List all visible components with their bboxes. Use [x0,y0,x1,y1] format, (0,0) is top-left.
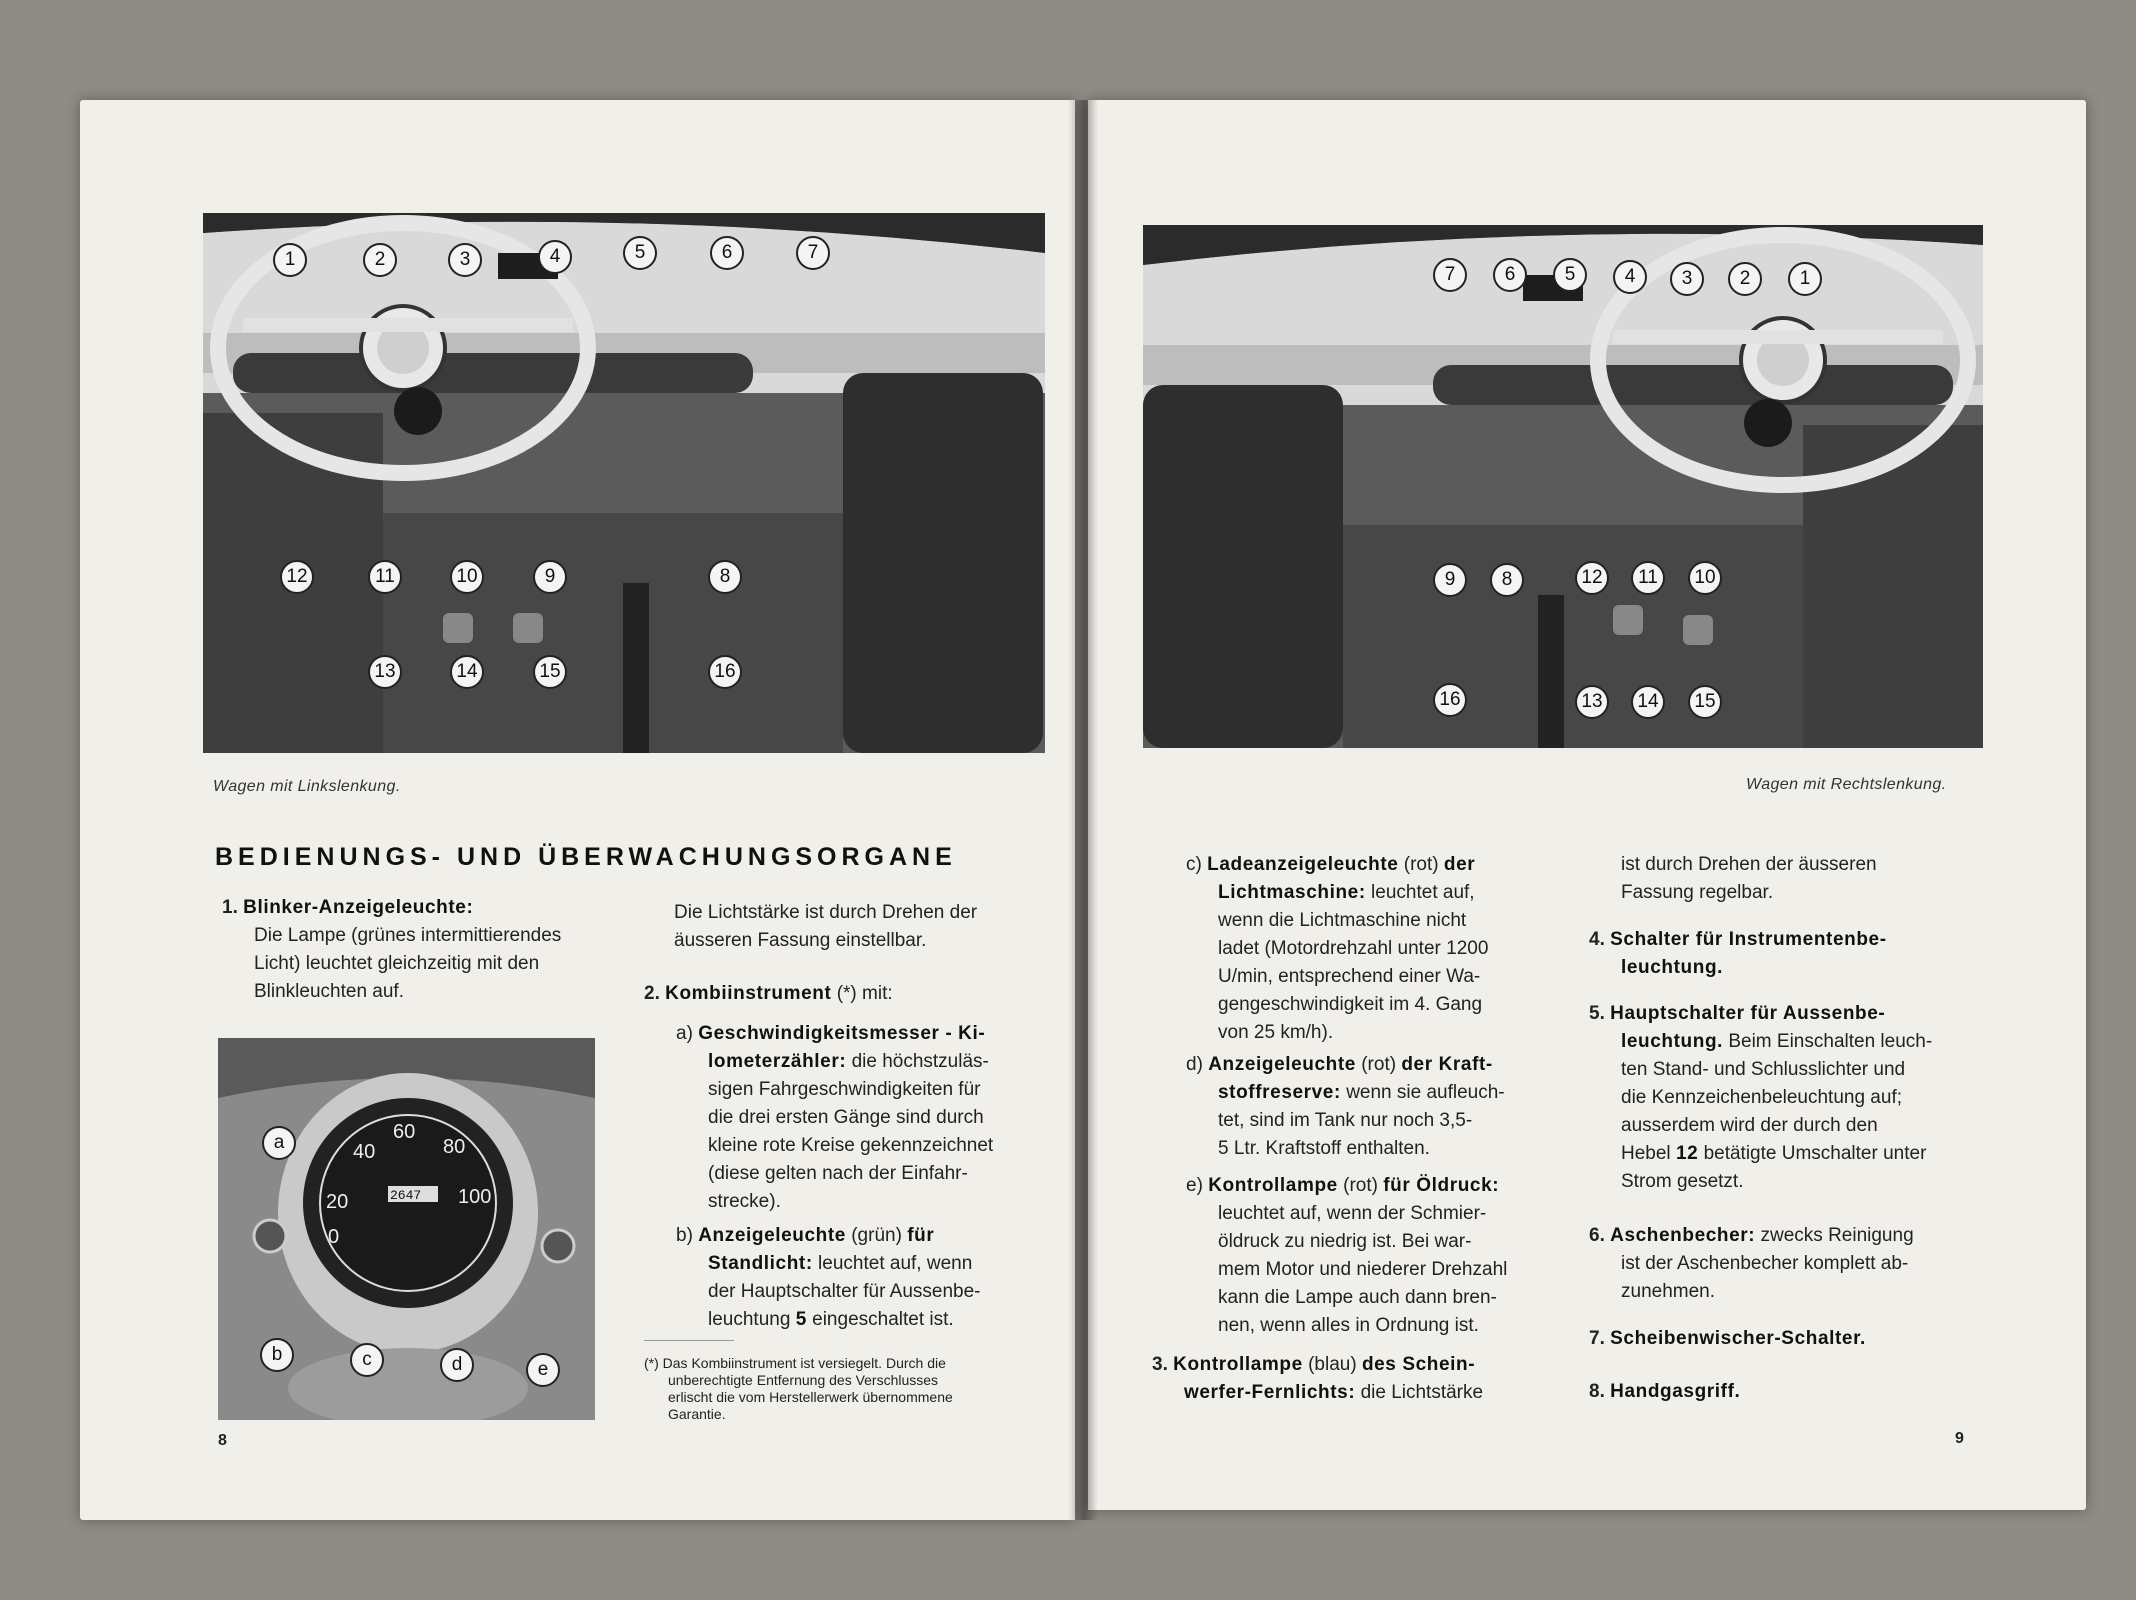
item-6-number: 6. [1589,1225,1605,1246]
item-6-title: Aschenbecher: [1610,1225,1756,1246]
item-2e-text-5: nen, wenn alles in Ordnung ist. [1218,1315,1479,1336]
item-2c-text-4: U/min, entsprechend einer Wa- [1218,966,1481,987]
item-3-number: 3. [1152,1354,1168,1375]
callout-15-right: 15 [1688,685,1722,719]
item-1-text-a: Die Lampe (grünes intermittierendes [254,925,562,946]
item-2c-text-3: ladet (Motordrehzahl unter 1200 [1218,938,1489,959]
callout-9: 9 [533,560,567,594]
item-2-suffix: (*) mit: [836,983,893,1004]
item-6 [1589,1222,1989,1306]
svg-text:20: 20 [326,1191,349,1213]
callout-16: 16 [708,655,742,689]
item-5-text-6: Strom gesetzt. [1621,1171,1744,1192]
item-2a-text-2: sigen Fahrgeschwindigkeiten für [708,1079,981,1100]
callout-12-right: 12 [1575,561,1609,595]
inset-callout-d: d [440,1348,474,1382]
item-2c-der: der [1443,854,1476,875]
callout-8: 8 [708,560,742,594]
svg-text:40: 40 [353,1141,376,1163]
callout-14-right: 14 [1631,685,1665,719]
callout-13: 13 [368,655,402,689]
light-intensity-note [674,899,1054,955]
item-2c-label: c) [1186,854,1202,875]
item-4-number: 4. [1589,929,1605,950]
item-5-text-3: die Kennzeichenbeleuchtung auf; [1621,1087,1903,1108]
item-3-title3: werfer-Fernlichts: [1184,1382,1356,1403]
item-2e-label: e) [1186,1175,1203,1196]
footnote-line-2: unberechtigte Entfernung des Verschlusses [668,1372,939,1388]
item-2c-text-5: gengeschwindigkeit im 4. Gang [1218,994,1483,1015]
callout-1: 1 [273,243,307,277]
callout-1-right: 1 [1788,262,1822,296]
callout-10: 10 [450,560,484,594]
item-3-title: Kontrollampe [1173,1354,1303,1375]
inset-callout-b: b [260,1338,294,1372]
item-2a-title: Geschwindigkeitsmesser - Ki- [698,1023,986,1044]
item-2c [1186,851,1546,1047]
item-2e-paren: (rot) [1343,1175,1378,1196]
footnote-line-3: erlischt die vom Herstellerwerk übernommene [668,1389,953,1405]
item-2c-paren: (rot) [1403,854,1439,875]
callout-15: 15 [533,655,567,689]
item-5-text-2: ten Stand- und Schlusslichter und [1621,1059,1906,1080]
col2-line-1: Die Lichtstärke ist durch Drehen der [674,902,978,923]
item-2b-label: b) [676,1225,693,1246]
item-1 [222,894,602,1006]
page-number-left: 8 [218,1432,227,1449]
callout-7-right: 7 [1433,258,1467,292]
item-2a-text-1: die höchstzuläs- [851,1051,989,1072]
callout-2-right: 2 [1728,262,1762,296]
item-2b-text-2: der Hauptschalter für Aussenbe- [708,1281,981,1302]
item-1-title: Blinker-Anzeigeleuchte: [243,897,474,918]
caption-left: Wagen mit Linkslenkung. [213,778,401,795]
item-2d-text-3: 5 Ltr. Kraftstoff enthalten. [1218,1138,1430,1159]
item-2c-title: Ladeanzeigeleuchte [1207,854,1399,875]
dashboard-illustration-right [1143,225,1983,748]
callout-14: 14 [450,655,484,689]
right-col2-line-1: ist durch Drehen der äusseren [1621,854,1877,875]
item-2c-title2: Lichtmaschine: [1218,882,1366,903]
callout-11-right: 11 [1631,561,1665,595]
item-2d-text-1: wenn sie aufleuch- [1346,1082,1505,1103]
item-2b-paren: (grün) [851,1225,902,1246]
item-2b-title3: Standlicht: [708,1253,813,1274]
footnote-line-1: (*) Das Kombiinstrument ist versiegelt. Durch die [644,1355,946,1371]
svg-text:80: 80 [443,1136,466,1158]
svg-text:2647: 2647 [390,1188,422,1203]
callout-10-right: 10 [1688,561,1722,595]
item-2b-title2: für [907,1225,935,1246]
callout-5-right: 5 [1553,258,1587,292]
item-8-title: Handgasgriff. [1610,1381,1741,1402]
callout-13-right: 13 [1575,685,1609,719]
item-2a-text-3: die drei ersten Gänge sind durch [708,1107,984,1128]
item-2e-text-4: kann die Lampe auch dann bren- [1218,1287,1497,1308]
item-2e-text-2: öldruck zu niedrig ist. Bei war- [1218,1231,1472,1252]
item-8-number: 8. [1589,1381,1605,1402]
col2-line-2: äusseren Fassung einstellbar. [674,930,927,951]
item-3-title2: des Schein- [1361,1354,1476,1375]
item-2c-text-2: wenn die Lichtmaschine nicht [1218,910,1467,931]
item-2a-text-5: (diese gelten nach der Einfahr- [708,1163,968,1184]
item-5-title-2: leuchtung. [1621,1031,1724,1052]
item-1-text-c: Blinkleuchten auf. [254,981,404,1002]
callout-7: 7 [796,236,830,270]
item-1-text-b: Licht) leuchtet gleichzeitig mit den [254,953,540,974]
item-5-number: 5. [1589,1003,1605,1024]
caption-right: Wagen mit Rechtslenkung. [1746,776,1947,793]
item-3 [1152,1351,1552,1407]
item-5-text-4: ausserdem wird der durch den [1621,1115,1878,1136]
item-5-text-5a: Hebel [1621,1143,1671,1164]
item-3-text-1: die Lichtstärke [1360,1382,1484,1403]
footnote-rule [644,1340,734,1341]
inset-callout-a: a [262,1126,296,1160]
item-2d-title: Anzeigeleuchte [1208,1054,1356,1075]
item-2e-text-3: mem Motor und niederer Drehzahl [1218,1259,1508,1280]
item-2 [644,980,1054,1008]
page-heading: BEDIENUNGS- UND ÜBERWACHUNGSORGANE [215,843,957,871]
item-2b [676,1222,1066,1334]
callout-12: 12 [280,560,314,594]
item-4 [1589,926,1989,982]
footnote-line-4: Garantie. [668,1406,726,1422]
item-1-number: 1. [222,897,238,918]
item-7-number: 7. [1589,1328,1605,1349]
callout-6: 6 [710,236,744,270]
item-2a-label: a) [676,1023,693,1044]
callout-3: 3 [448,243,482,277]
item-7 [1589,1325,1989,1353]
callout-6-right: 6 [1493,258,1527,292]
gauge-photo [218,1038,595,1420]
inset-callout-c: c [350,1343,384,1377]
svg-text:100: 100 [458,1186,492,1208]
page-number-right: 9 [1955,1430,1964,1447]
inset-callout-e: e [526,1353,560,1387]
item-2e [1186,1172,1546,1340]
svg-text:60: 60 [393,1121,416,1143]
callout-2: 2 [363,243,397,277]
item-2a-text-4: kleine rote Kreise gekennzeichnet [708,1135,994,1156]
item-5-text-5b: betätigte Umschalter unter [1703,1143,1927,1164]
callout-4: 4 [538,240,572,274]
item-3-continued [1621,851,1981,907]
item-7-title: Scheibenwischer-Schalter. [1610,1328,1866,1349]
item-5-text-1: Beim Einschalten leuch- [1728,1031,1933,1052]
item-5-title-1: Hauptschalter für Aussenbe- [1610,1003,1886,1024]
item-4-title-1: Schalter für Instrumentenbe- [1610,929,1887,950]
right-col2-line-2: Fassung regelbar. [1621,882,1774,903]
item-2-number: 2. [644,983,660,1004]
item-6-text-2: ist der Aschenbecher komplett ab- [1621,1253,1909,1274]
dashboard-photo-left [203,213,1045,753]
svg-text:0: 0 [328,1226,340,1248]
book-gutter [1068,100,1098,1520]
callout-11: 11 [368,560,402,594]
item-2e-title: Kontrollampe [1208,1175,1338,1196]
item-2d-title2: der Kraft- [1401,1054,1493,1075]
item-2b-text-3: leuchtung [708,1309,791,1330]
item-2d-label: d) [1186,1054,1203,1075]
item-2a-text-6: strecke). [708,1191,781,1212]
item-2b-text-4: eingeschaltet ist. [812,1309,954,1330]
item-2c-text-1: leuchtet auf, [1371,882,1475,903]
item-2d-title3: stoffreserve: [1218,1082,1341,1103]
item-2d-paren: (rot) [1361,1054,1397,1075]
callout-5: 5 [623,236,657,270]
callout-9-right: 9 [1433,563,1467,597]
item-5 [1589,1000,1989,1196]
item-6-text-1: zwecks Reinigung [1760,1225,1914,1246]
item-2c-text-6: von 25 km/h). [1218,1022,1334,1043]
item-2b-text-1: leuchtet auf, wenn [818,1253,973,1274]
item-4-title-2: leuchtung. [1621,957,1724,978]
item-2a [676,1020,1056,1216]
item-2b-title: Anzeigeleuchte [698,1225,846,1246]
item-2a-title2: lometerzähler: [708,1051,847,1072]
item-6-text-3: zunehmen. [1621,1281,1716,1302]
item-2d-text-2: tet, sind im Tank nur noch 3,5- [1218,1110,1473,1131]
item-2-title: Kombiinstrument [665,983,832,1004]
dashboard-illustration-left [203,213,1045,753]
callout-4-right: 4 [1613,260,1647,294]
item-2b-five: 5 [795,1309,807,1330]
footnote [644,1355,1064,1423]
dashboard-photo-right [1143,225,1983,748]
item-5-twelve: 12 [1675,1143,1699,1164]
callout-16-right: 16 [1433,683,1467,717]
item-3-paren: (blau) [1308,1354,1357,1375]
item-8 [1589,1378,1989,1406]
callout-3-right: 3 [1670,262,1704,296]
item-2e-text-1: leuchtet auf, wenn der Schmier- [1218,1203,1487,1224]
item-2e-title2: für Öldruck: [1383,1175,1500,1196]
callout-8-right: 8 [1490,563,1524,597]
item-2d [1186,1051,1546,1163]
